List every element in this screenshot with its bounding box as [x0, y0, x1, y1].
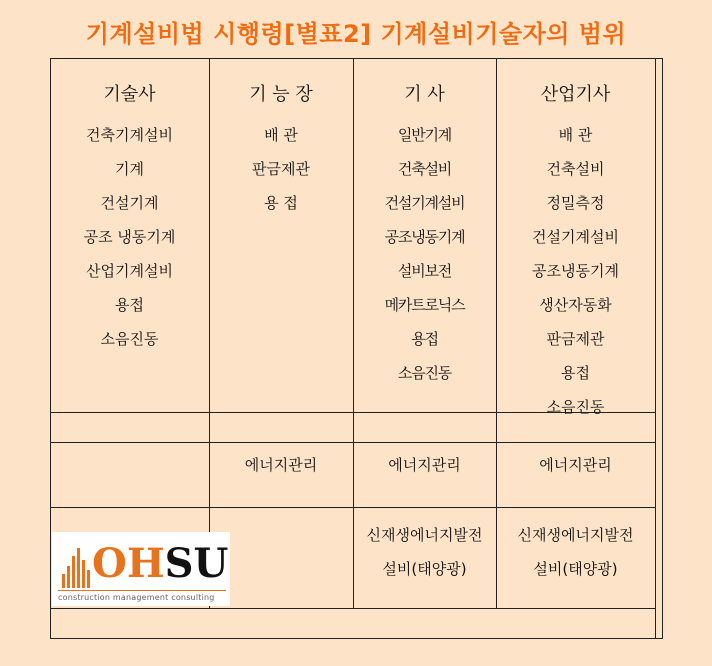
list-item: 용접: [411, 330, 438, 348]
header-saneop: 산업기사: [540, 84, 611, 105]
renewable-gisa: [353, 518, 496, 586]
page-title: 기계설비법 시행령[별표2] 기계설비기술자의 범위: [85, 20, 627, 48]
header-gisulsa: 기술사: [103, 84, 156, 105]
renewable-line: 신재생에너지발전: [366, 526, 483, 544]
energy-gineungjang: 에너지관리: [244, 456, 318, 474]
list-item: 소음진동: [100, 330, 159, 348]
list-item: 산업기계설비: [86, 262, 173, 280]
list-item: 건설기계설비: [532, 228, 619, 246]
list-item: 일반기계: [397, 126, 452, 144]
list-item: 기계: [115, 160, 144, 178]
list-item: 용접: [561, 364, 590, 382]
list-item: 건축설비: [397, 160, 452, 178]
energy-saneop: 에너지관리: [539, 456, 612, 474]
renewable-line: 설비(태양광): [382, 560, 467, 578]
energy-gisa: 에너지관리: [388, 456, 461, 474]
list-item: 건설기계설비: [384, 194, 465, 212]
list-item: 용접: [115, 296, 144, 314]
list-item: 건축기계설비: [86, 126, 173, 144]
row-line-2: [50, 442, 655, 443]
table-border-right: [662, 58, 663, 639]
list-item: 설비보전: [397, 262, 452, 280]
header-gineungjang: 기 능 장: [249, 84, 313, 105]
list-saneop: [496, 118, 655, 424]
list-item: 공조 냉동기계: [83, 228, 176, 246]
list-item: 판금제관: [252, 160, 310, 178]
list-item: 배 관: [558, 126, 593, 144]
list-item: 공조냉동기계: [384, 228, 465, 246]
table-border-top: [50, 58, 662, 59]
list-item: 건축설비: [546, 160, 605, 178]
list-gineungjang: [209, 118, 353, 220]
building-bars-icon: [62, 548, 90, 588]
list-item: 메카트로닉스: [384, 296, 465, 314]
list-item: 소음진동: [397, 364, 452, 382]
list-item: 판금제관: [546, 330, 605, 348]
list-item: 건설기계: [100, 194, 159, 212]
header-gisa: 기 사: [404, 84, 445, 105]
list-gisa: [353, 118, 496, 390]
logo-wordmark: OHSU: [92, 540, 229, 587]
row-line-4: [50, 608, 655, 609]
list-item: 용 접: [264, 194, 298, 212]
list-gisulsa: [50, 118, 209, 356]
list-item: 생산자동화: [539, 296, 612, 314]
ohsu-logo: [52, 532, 230, 606]
list-item: 소음진동: [546, 398, 605, 416]
table-border-bottom: [50, 638, 662, 639]
logo-tagline: construction management consulting: [58, 590, 226, 602]
list-item: 정밀측정: [546, 194, 605, 212]
renewable-line: 신재생에너지발전: [517, 526, 634, 544]
row-line-3: [50, 507, 655, 508]
renewable-line: 설비(태양광): [533, 560, 618, 578]
renewable-saneop: [496, 518, 655, 586]
table-border-right-inner: [655, 58, 656, 639]
list-item: 공조냉동기계: [532, 262, 619, 280]
list-item: 배 관: [264, 126, 298, 144]
